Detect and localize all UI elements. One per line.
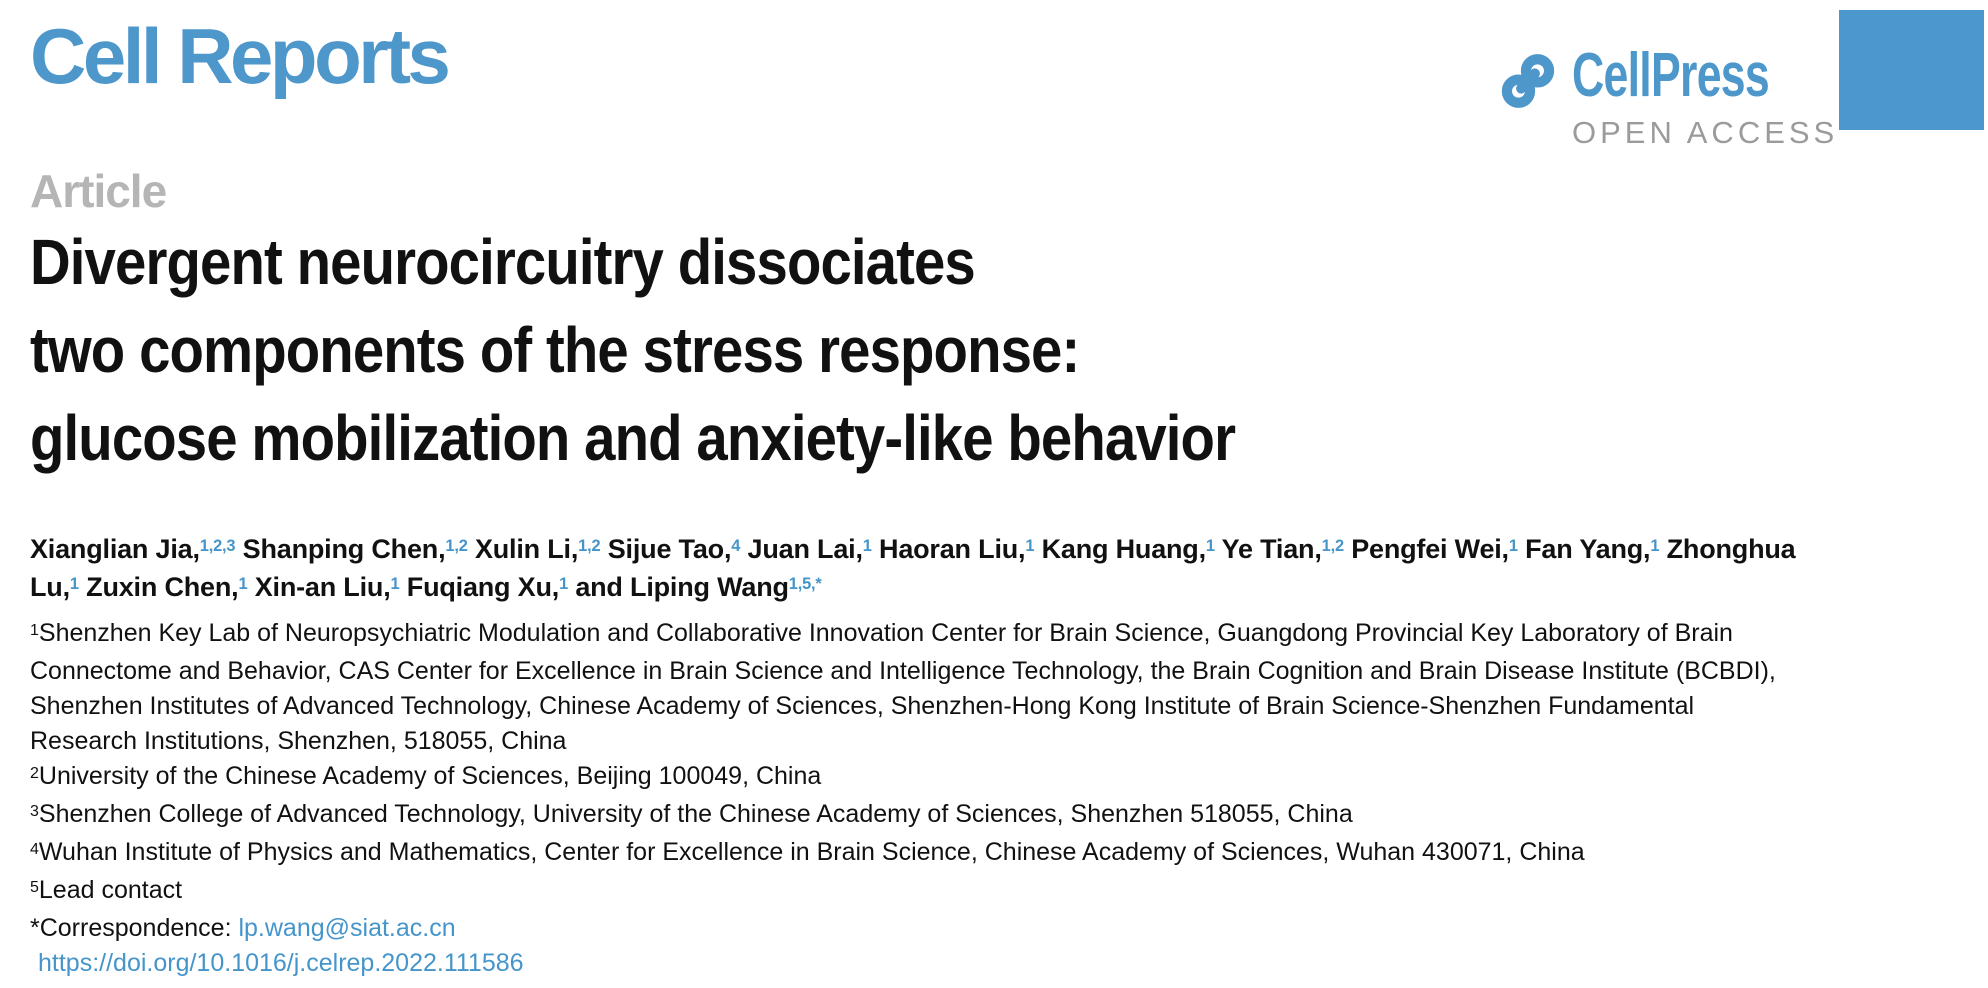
author-affiliation-superscript: 1: [238, 574, 248, 593]
author-affiliation-superscript: 1,2,3: [199, 536, 236, 555]
journal-logo: Cell Reports: [30, 12, 448, 100]
author-name: Zuxin Chen,$^1$: [78, 572, 248, 602]
cellpress-icon: [1494, 47, 1562, 115]
author-affiliation-superscript: 1: [390, 574, 400, 593]
author-name: Xianglian Jia,$^{1,2,3}$: [30, 534, 236, 564]
correspondence-line: [30, 911, 1798, 946]
correspondence-label: *Correspondence:: [30, 914, 239, 942]
affiliation: $^2$University of the Chinese Academy of Sciences, Beijing 100049, China: [30, 762, 822, 790]
affiliation: $^1$Shenzhen Key Lab of Neuropsychiatric Modulation and Collaborative Innovation Center for Brain Science, Guangdong Provincial Key Laboratory of Brain Connectome and Behavior, CAS Center for Excellence in Brain Science and Intelligence Technology, the Brain Cognition and Brain Disease Institute (BCBDI), Shenzhen Institutes of Advanced Technology, Chinese Academy of Sciences, Shenzhen-Hong Kong Institute of Brain Science-Shenzhen Fundamental Research Institutions, Shenzhen, 518055, China: [30, 619, 1776, 755]
affiliation: $^4$Wuhan Institute of Physics and Mathematics, Center for Excellence in Brain Science, Chinese Academy of Sciences, Wuhan 430071, China: [30, 838, 1585, 866]
author-name: Sijue Tao,$^4$: [600, 534, 741, 564]
author-affiliation-superscript: 1,2: [1321, 536, 1344, 555]
author-affiliation-superscript: 1,2: [445, 536, 468, 555]
title-line: Divergent neurocircuitry dissociates: [30, 226, 975, 298]
title-line: two components of the stress response:: [30, 314, 1080, 386]
author-list: [30, 532, 1830, 608]
article-type-label: Article: [30, 165, 167, 217]
author-affiliation-superscript: 4: [731, 536, 741, 555]
affiliation-list: [30, 616, 1798, 911]
affiliation-number-superscript: 1: [30, 621, 39, 639]
author-name: Haoran Liu,$^1$: [871, 534, 1035, 564]
author-affiliation-superscript: 1: [862, 536, 872, 555]
publisher-name: CellPress: [1572, 41, 1770, 110]
affiliation-number-superscript: 3: [30, 802, 39, 820]
author-name: Juan Lai,$^1$: [740, 534, 872, 564]
doi-link[interactable]: https://doi.org/10.1016/j.celrep.2022.111586: [38, 949, 524, 977]
publisher-text: [1572, 41, 1846, 151]
article-title: [30, 218, 1850, 482]
author-affiliation-superscript: 1,2: [578, 536, 601, 555]
author-name: Xulin Li,$^{1,2}$: [467, 534, 601, 564]
affiliation-number-superscript: 4: [30, 840, 39, 858]
correspondence-email-link[interactable]: lp.wang@siat.ac.cn: [238, 914, 456, 942]
affiliation: $^3$Shenzhen College of Advanced Technology, University of the Chinese Academy of Sciences, Shenzhen 518055, China: [30, 800, 1353, 828]
affiliation-number-superscript: 2: [30, 764, 39, 782]
author-affiliation-superscript: 1,5,*: [788, 574, 822, 593]
author-name: Kang Huang,$^1$: [1034, 534, 1215, 564]
author-name: Zhonghua Lu,$^1$: [30, 534, 1796, 602]
article-header-block: [30, 165, 1850, 981]
corner-accent-rectangle: [1839, 10, 1984, 130]
author-affiliation-superscript: 1: [69, 574, 79, 593]
author-name: Pengfei Wei,$^1$: [1343, 534, 1518, 564]
affiliation-number-superscript: 5: [30, 878, 39, 896]
author-affiliation-superscript: 1: [1025, 536, 1035, 555]
author-name: Xin-an Liu,$^1$: [247, 572, 400, 602]
author-affiliation-superscript: 1: [559, 574, 569, 593]
open-access-label: OPEN ACCESS: [1572, 114, 1839, 150]
author-name: Shanping Chen,$^{1,2}$: [235, 534, 468, 564]
author-name: and Liping Wang$^{1,5,*}$: [568, 572, 822, 602]
affiliation: $^5$Lead contact: [30, 876, 183, 904]
publisher-logo: [1494, 41, 1846, 151]
author-name: Fan Yang,$^1$: [1517, 534, 1660, 564]
author-affiliation-superscript: 1: [1508, 536, 1518, 555]
author-affiliation-superscript: 1: [1650, 536, 1660, 555]
author-name: Fuqiang Xu,$^1$: [399, 572, 569, 602]
author-affiliation-superscript: 1: [1205, 536, 1215, 555]
author-name: Ye Tian,$^{1,2}$: [1214, 534, 1344, 564]
doi-line: [30, 946, 1806, 981]
title-line: glucose mobilization and anxiety-like behavior: [30, 402, 1236, 474]
